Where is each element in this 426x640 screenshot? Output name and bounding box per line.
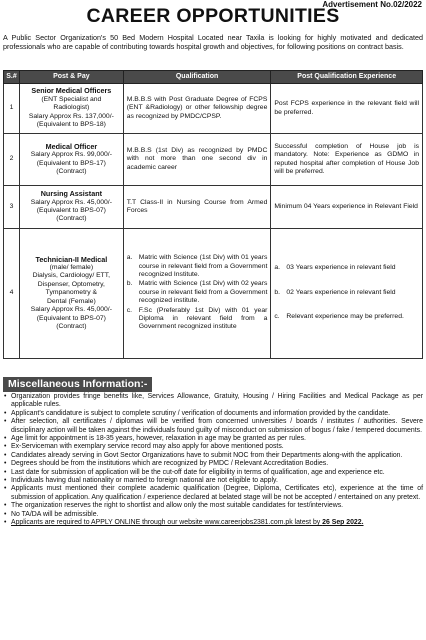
list-item-text: Applicants must mentioned their complete academic qualification (Degree, Diploma, Certificates etc), experience at the time of submission of application. Any qualification / experience declared at belated stage will be not be accepted / entertained on any pretext. bbox=[11, 485, 423, 501]
list-item bbox=[3, 418, 423, 435]
bullet-icon: • bbox=[4, 502, 7, 510]
item-marker: c. bbox=[274, 313, 280, 321]
item-text: 02 Years experience in relevant field bbox=[286, 288, 396, 296]
list-item bbox=[3, 393, 423, 410]
post-name: Medical Officer bbox=[45, 141, 98, 151]
post-line: (Equivalent to BPS-07) bbox=[36, 314, 106, 322]
list-item-text: Last date for submission of application will be the cut-off date for eligibility in terms of qualification, age and experience etc. bbox=[11, 468, 385, 476]
bullet-icon: • bbox=[4, 443, 7, 451]
post-line: (Contract) bbox=[56, 322, 87, 330]
post-line: Salary Approx Rs. 45,000/- bbox=[30, 306, 112, 314]
row-sno: 2 bbox=[4, 134, 20, 186]
post-cell bbox=[19, 186, 123, 229]
header-sno: S.# bbox=[4, 71, 20, 84]
post-line: (male/ female) bbox=[49, 264, 94, 272]
post-line: (Contract) bbox=[56, 167, 87, 175]
post-name: Technician-II Medical bbox=[35, 254, 108, 264]
bullet-icon: • bbox=[4, 519, 7, 527]
post-line: (Contract) bbox=[56, 215, 87, 223]
qualification-item bbox=[127, 307, 268, 332]
post-line: Dialysis, Cardiology/ ETT, bbox=[32, 272, 111, 280]
list-item bbox=[3, 443, 423, 451]
item-text: F.Sc (Preferably 1st Div) with 01 year Diploma in relevant field from a Government recognized institute bbox=[138, 306, 268, 331]
post-line: (Equivalent to BPS-17) bbox=[36, 159, 106, 167]
header-experience: Post Qualification Experience bbox=[271, 71, 423, 84]
row-sno: 3 bbox=[4, 186, 20, 229]
experience-cell: Minimum 04 Years experience in Relevant Field bbox=[271, 186, 423, 229]
item-marker: b. bbox=[126, 280, 133, 288]
experience-cell: Successful completion of House job is mandatory. Note: Experience as GDMO in reputed hospital after completion of House Job will be preferred. bbox=[271, 134, 423, 186]
page-title: CAREER OPPORTUNITIES bbox=[86, 5, 340, 27]
bullet-icon: • bbox=[4, 393, 7, 400]
post-name: Senior Medical Officers bbox=[31, 86, 112, 96]
bullet-icon: • bbox=[4, 468, 7, 476]
table-row bbox=[4, 229, 423, 359]
post-line: Dental (Female) bbox=[46, 297, 96, 305]
bullet-icon: • bbox=[4, 460, 7, 468]
list-item bbox=[3, 485, 423, 502]
bullet-icon: • bbox=[4, 435, 7, 443]
item-marker: a. bbox=[126, 254, 133, 262]
bullet-icon: • bbox=[4, 418, 7, 426]
post-line: Salary Approx Rs. 99,000/- bbox=[30, 151, 112, 159]
list-item bbox=[3, 477, 423, 485]
experience-item bbox=[274, 264, 419, 272]
list-item-text: Applicant's candidature is subject to complete scrutiny / verification of documents and information provided by the candidate. bbox=[11, 409, 390, 417]
list-item bbox=[3, 519, 423, 527]
list-item bbox=[3, 469, 423, 477]
table-row bbox=[4, 84, 423, 134]
item-text: 03 Years experience in relevant field bbox=[286, 264, 396, 272]
qualification-cell: M.B.B.S (1st Div) as recognized by PMDC with not more than one second div in academic career bbox=[123, 134, 271, 186]
post-line: Dispenser, Optometry, bbox=[37, 280, 105, 288]
bullet-icon: • bbox=[4, 451, 7, 459]
item-marker: a. bbox=[274, 264, 281, 272]
post-cell bbox=[19, 84, 123, 134]
post-line: (Equivalent to BPS-18) bbox=[36, 121, 106, 129]
list-item-text: Candidates already serving in Govt Sector Organizations have to submit NOC from their Departments along-with the application. bbox=[11, 451, 403, 459]
list-item-text: Age limit for appointment is 18-35 years, however, relaxation in age may be granted as per rules. bbox=[11, 435, 306, 443]
list-item bbox=[3, 502, 423, 510]
list-item-text: Organization provides fringe benefits like, Services Allowance, Gratuity, Housing / Hiring Facilities and Medical Package as per applicable rules. bbox=[11, 393, 423, 409]
table-row bbox=[4, 134, 423, 186]
qualification-item bbox=[127, 254, 268, 279]
row-sno: 1 bbox=[4, 84, 20, 134]
row-sno: 4 bbox=[4, 229, 20, 359]
list-item-text: Individuals having dual nationality or married to foreign national are not eligible to apply. bbox=[11, 477, 278, 485]
qualification-cell: T.T Class-II in Nursing Course from Armed Forces bbox=[123, 186, 271, 229]
intro-paragraph: A Public Sector Organization's 50 Bed Modern Hospital Located near Taxila is looking for highly motivated and dedicated professionals who are capable of contributing towards hospital growth and objectives, for following positions on contract basis. bbox=[3, 33, 423, 52]
apply-instruction: Applicants are required to APPLY ONLINE through our website www.careerjobs2381.com.pk latest by bbox=[11, 519, 323, 527]
advertisement-number: Advertisement No.02/2022 bbox=[322, 0, 422, 9]
list-item-text: After selection, all certificates / diplomas will be verified from concerned universities / boards / institutes / authorities. Severe disciplinary action will be taken against the individuals found guilty of misconduct on submission of bogus / fake / tempered documents. bbox=[11, 418, 423, 434]
qualification-cell: M.B.B.S with Post Graduate Degree of FCPS (ENT &Radiology) or other fellowship degree as recognized by PMDC/CPSP. bbox=[123, 84, 271, 134]
experience-cell bbox=[271, 229, 423, 359]
post-line: (Equivalent to BPS-07) bbox=[36, 207, 106, 214]
post-line: Salary Approx Rs. 137,000/- bbox=[28, 112, 114, 120]
list-item bbox=[3, 460, 423, 468]
list-item-text: Ex-Serviceman with exemplary service record may also apply for above mentioned posts. bbox=[11, 443, 284, 451]
post-cell bbox=[19, 229, 123, 359]
header-qualification: Qualification bbox=[123, 71, 271, 84]
apply-online-text bbox=[11, 519, 364, 526]
bullet-icon: • bbox=[4, 485, 7, 493]
list-item bbox=[3, 410, 423, 418]
experience-item bbox=[274, 289, 419, 297]
table-row bbox=[4, 186, 423, 229]
post-name: Nursing Assistant bbox=[40, 189, 102, 199]
item-text: Matric with Science (1st Div) with 01 years course in relevant field from a Government recognized Institute. bbox=[138, 254, 268, 278]
misc-list bbox=[3, 393, 423, 528]
item-marker: b. bbox=[274, 288, 281, 296]
misc-heading: Miscellaneous Information:- bbox=[3, 377, 152, 392]
list-item bbox=[3, 511, 423, 519]
last-date: 26 Sep 2022. bbox=[322, 519, 364, 527]
experience-cell: Post FCPS experience in the relevant field will be preferred. bbox=[271, 84, 423, 134]
list-item-text: The organization reserves the right to shortlist and allow only the most suitable candidates for test/interviews. bbox=[11, 502, 344, 510]
header-post-pay: Post & Pay bbox=[19, 71, 123, 84]
qualification-cell bbox=[123, 229, 271, 359]
item-marker: c. bbox=[126, 306, 133, 314]
post-line: Salary Approx Rs. 45,000/- bbox=[30, 198, 112, 206]
bullet-icon: • bbox=[4, 510, 7, 518]
post-line: Tympanometry & bbox=[45, 289, 98, 297]
bullet-icon: • bbox=[4, 477, 7, 485]
list-item-text: Degrees should be from the institutions which are recognized by PMDC / Relevant Accreditation Bodies. bbox=[11, 460, 329, 468]
bullet-icon: • bbox=[4, 409, 7, 417]
qualification-item bbox=[127, 280, 268, 305]
table-header-row bbox=[4, 71, 423, 84]
post-cell bbox=[19, 134, 123, 186]
list-item bbox=[3, 452, 423, 460]
post-line: (ENT Specialist and Radiologist) bbox=[41, 95, 102, 112]
list-item bbox=[3, 435, 423, 443]
item-text: Matric with Science (1st Div) with 02 years course in relevant field from a Government recognized institute. bbox=[138, 280, 268, 305]
positions-table bbox=[3, 70, 423, 359]
experience-item bbox=[274, 313, 419, 321]
item-text: Relevant experience may be preferred. bbox=[286, 313, 404, 321]
list-item-text: No TA/DA will be admissible. bbox=[11, 510, 99, 518]
